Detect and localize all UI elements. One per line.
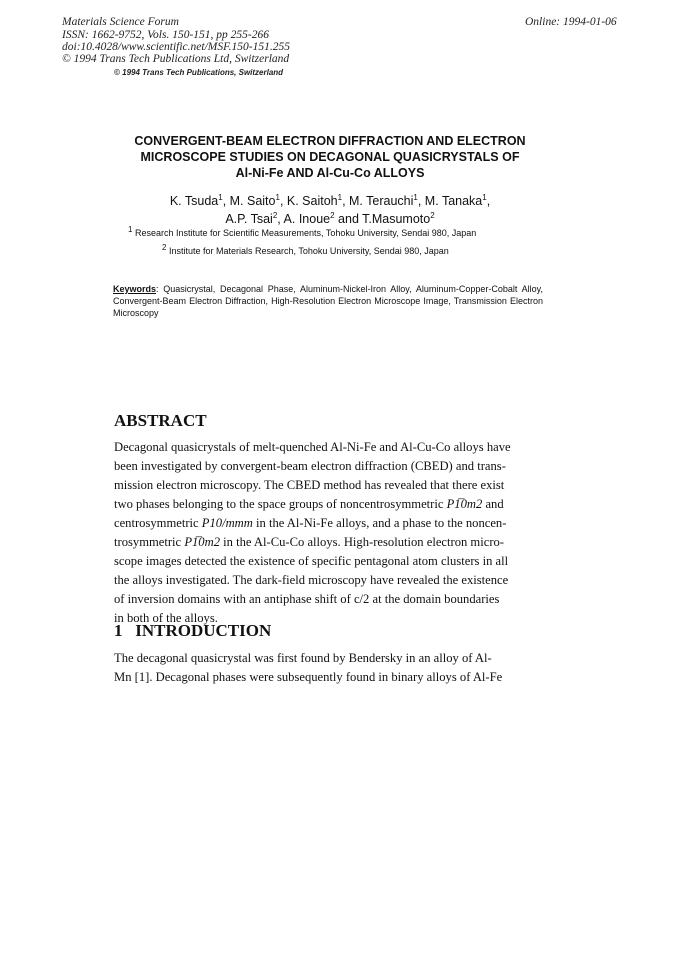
abstract-body [114,438,511,628]
author-name: , M. Saito [222,194,276,208]
introduction-line: Mn [1]. Decagonal phases were subsequently found in binary alloys of Al-Fe [114,670,503,684]
author-name: , M. Tanaka [417,194,483,208]
author-affil-mark: 2 [272,210,278,220]
doi-line[interactable]: doi:10.4028/www.scientific.net/MSF.150-151.255 [62,41,290,53]
paper-title [90,133,570,181]
author-affil-mark: 1 [218,192,223,202]
introduction-heading [114,621,271,641]
title-line: MICROSCOPE STUDIES ON DECAGONAL QUASICRYSTALS OF [140,150,520,164]
space-group-symbol: P10/mmm [201,516,253,530]
journal-name: Materials Science Forum [62,16,179,28]
affiliation-2 [162,245,449,258]
author-name: A.P. Tsai [225,212,273,226]
author-line [100,192,560,210]
abstract-line [114,495,511,514]
abstract-text: in the Al-Cu-Co alloys. High-resolution electron micro- [220,535,505,549]
title-line: Al-Ni-Fe AND Al-Cu-Co ALLOYS [235,166,425,180]
author-name: , K. Saitoh [279,194,338,208]
author-affil-mark: 1 [275,192,280,202]
introduction-body [114,649,502,687]
keywords-text: : Quasicrystal, Decagonal Phase, Aluminum-Nickel-Iron Alloy, Aluminum-Copper-Cobalt Alloy, Convergent-Beam Electron Diffraction, High-Resolution Electron Microscope Image, Transmission Electron Microscopy [113,284,543,318]
author-affil-mark: 1 [413,192,418,202]
abstract-text: trosymmetric [114,535,185,549]
abstract-line [114,514,511,533]
author-separator: , [486,194,491,208]
author-affil-mark: 2 [430,210,435,220]
space-group-symbol: P1̅0m2 [446,497,483,511]
space-group-symbol: P1̅0m2 [184,535,220,549]
abstract-text: and [482,497,504,511]
author-affil-mark: 1 [482,192,487,202]
abstract-line: been investigated by convergent-beam electron diffraction (CBED) and trans- [114,459,506,473]
keywords-label: Keywords [113,284,157,294]
copyright-line: © 1994 Trans Tech Publications Ltd, Switzerland [62,53,290,65]
abstract-text: two phases belonging to the space groups of noncentrosymmetric [114,497,447,511]
copyright-stamp: © 1994 Trans Tech Publications, Switzerland [114,68,284,77]
abstract-line [114,533,511,552]
author-name: , M. Terauchi [342,194,414,208]
affiliation-text: Research Institute for Scientific Measurements, Tohoku University, Sendai 980, Japan [134,228,477,238]
author-name: K. Tsuda [169,194,219,208]
abstract-text: in the Al-Ni-Fe alloys, and a phase to the noncen- [252,516,507,530]
section-number: 1 [114,621,123,640]
affiliation-1 [128,227,476,240]
affiliation-text: Institute for Materials Research, Tohoku University, Sendai 980, Japan [168,246,449,256]
author-list [100,192,560,228]
introduction-line: The decagonal quasicrystal was first found by Bendersky in an alloy of Al- [114,651,492,665]
author-affil-mark: 2 [330,210,335,220]
abstract-line: Decagonal quasicrystals of melt-quenched Al-Ni-Fe and Al-Cu-Co alloys have [114,440,511,454]
keywords-block [113,283,543,319]
title-line: CONVERGENT-BEAM ELECTRON DIFFRACTION AND ELECTRON [134,134,526,148]
author-line [100,210,560,228]
abstract-text: centrosymmetric [114,516,202,530]
abstract-heading: ABSTRACT [114,411,207,430]
online-date: Online: 1994-01-06 [525,16,617,28]
abstract-line: mission electron microscopy. The CBED method has revealed that there exist [114,478,505,492]
abstract-line: the alloys investigated. The dark-field microscopy have revealed the existence [114,573,509,587]
affiliation-number: 2 [162,243,167,252]
author-name: , A. Inoue [277,212,331,226]
abstract-line: in both of the alloys. [114,611,218,625]
abstract-line: of inversion domains with an antiphase shift of c/2 at the domain boundaries [114,592,500,606]
abstract-line: scope images detected the existence of specific pentagonal atom clusters in all [114,554,509,568]
section-title: INTRODUCTION [135,621,272,640]
issn-line: ISSN: 1662-9752, Vols. 150-151, pp 255-266 [62,29,269,41]
affiliation-number: 1 [128,225,133,234]
author-affil-mark: 1 [337,192,343,202]
author-name: and T.Masumoto [334,212,431,226]
